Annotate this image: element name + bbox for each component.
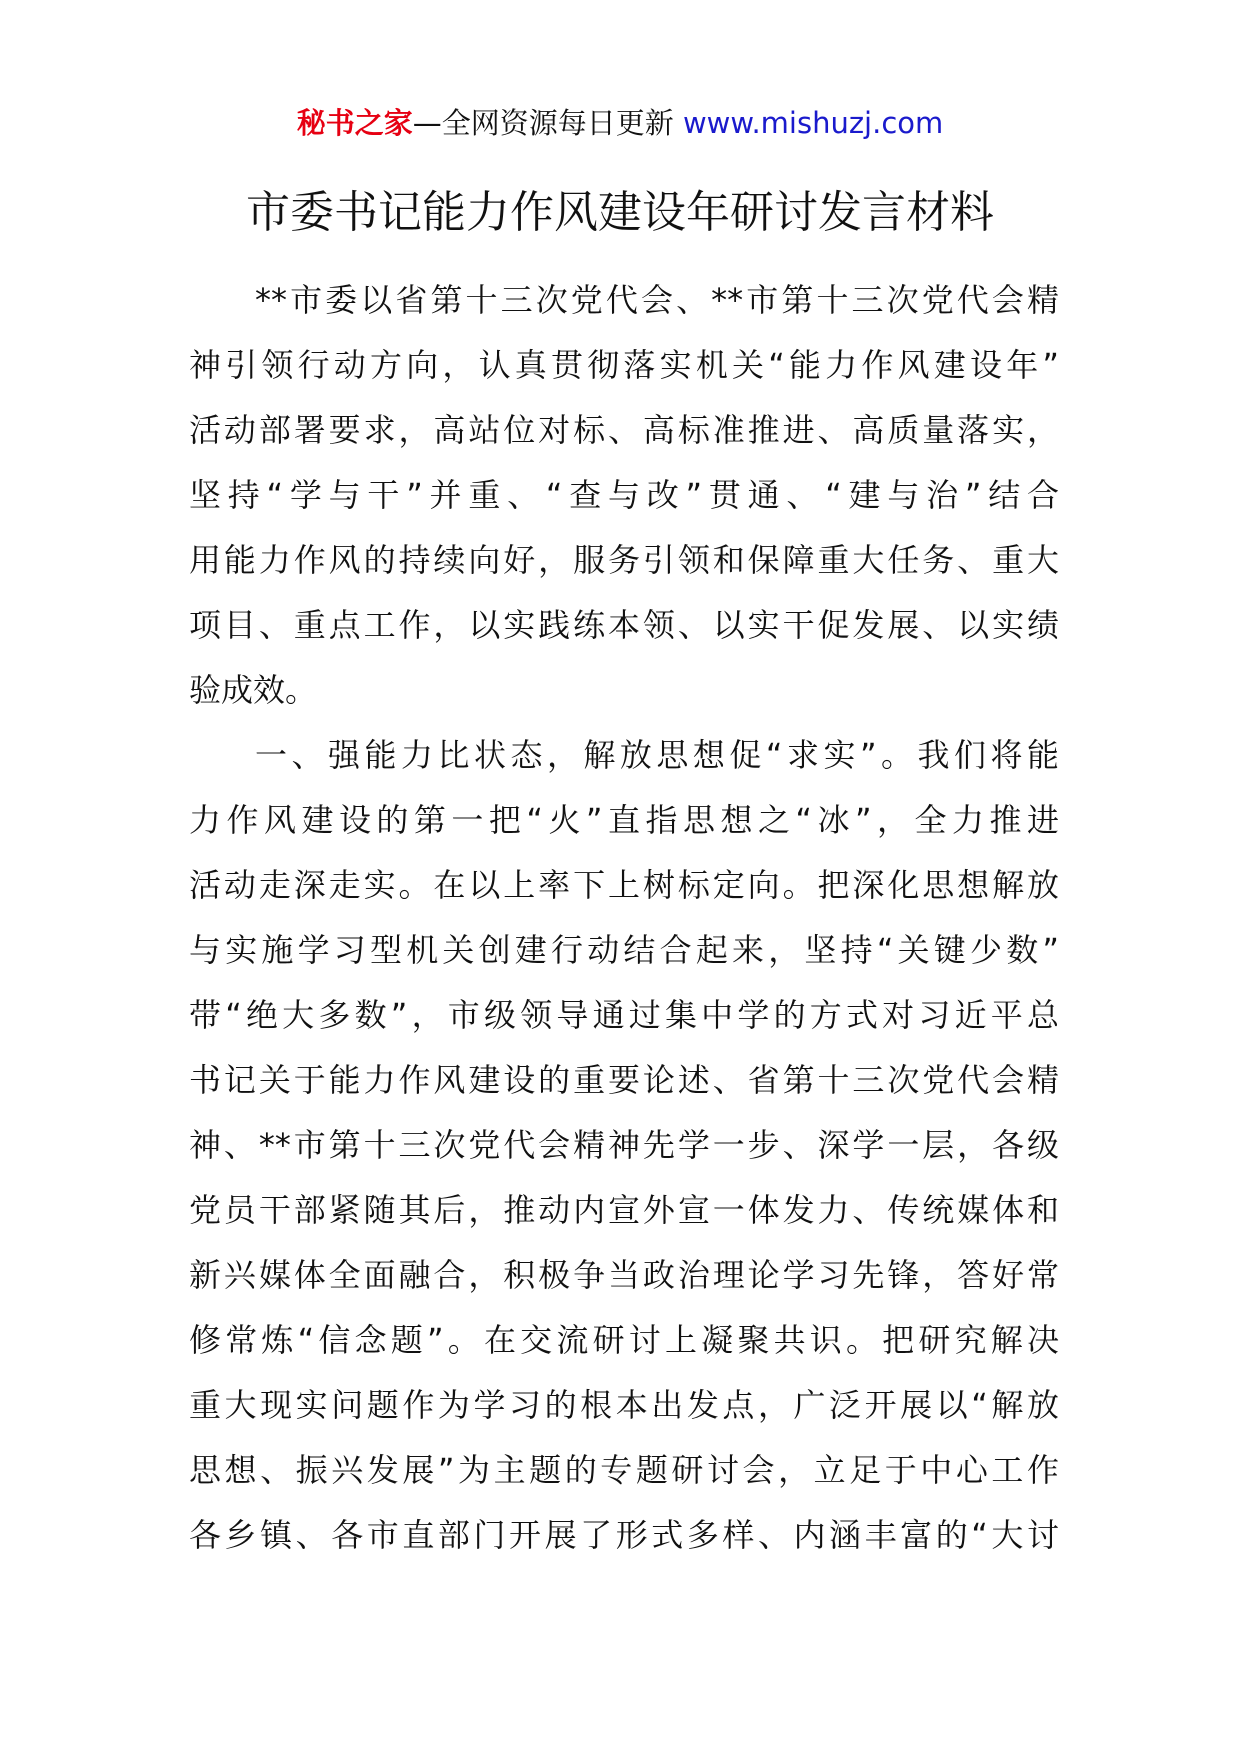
body-line: 党员干部紧随其后，推动内宣外宣一体发力、传统媒体和: [189, 1191, 1059, 1229]
body-line: 各乡镇、各市直部门开展了形式多样、内涵丰富的“大讨: [189, 1516, 1059, 1554]
header-tagline: —全网资源每日更新: [412, 106, 674, 140]
body-line: 修常炼“信念题”。在交流研讨上凝聚共识。把研究解决: [189, 1321, 1059, 1359]
site-header: [0, 103, 1240, 143]
brand-name: 秘书之家: [296, 106, 413, 140]
body-line: 验成效。: [189, 671, 318, 709]
body-line: 用能力作风的持续向好，服务引领和保障重大任务、重大: [189, 541, 1059, 579]
body-line: **市委以省第十三次党代会、**市第十三次党代会精: [255, 281, 1059, 319]
body-line: 活动部署要求，高站位对标、高标准推进、高质量落实，: [189, 411, 1059, 449]
site-url-link[interactable]: www.mishuzj.com: [682, 106, 944, 140]
body-line: 带“绝大多数”，市级领导通过集中学的方式对习近平总: [189, 996, 1059, 1034]
body-line: 一、强能力比状态，解放思想促“求实”。我们将能: [255, 736, 1059, 774]
document-title: 市委书记能力作风建设年研讨发言材料: [246, 187, 994, 238]
body-line: 项目、重点工作，以实践练本领、以实干促发展、以实绩: [189, 606, 1059, 644]
body-line: 书记关于能力作风建设的重要论述、省第十三次党代会精: [189, 1061, 1059, 1099]
body-line: 重大现实问题作为学习的根本出发点，广泛开展以“解放: [189, 1386, 1059, 1424]
body-line: 与实施学习型机关创建行动结合起来，坚持“关键少数”: [189, 931, 1059, 969]
body-line: 力作风建设的第一把“火”直指思想之“冰”，全力推进: [189, 801, 1059, 839]
body-line: 思想、振兴发展”为主题的专题研讨会，立足于中心工作: [189, 1451, 1059, 1489]
document-body: [189, 268, 1059, 1568]
body-line: 活动走深走实。在以上率下上树标定向。把深化思想解放: [189, 866, 1059, 904]
body-line: 神引领行动方向，认真贯彻落实机关“能力作风建设年”: [189, 346, 1059, 384]
body-line: 神、**市第十三次党代会精神先学一步、深学一层，各级: [189, 1126, 1059, 1164]
body-line: 坚持“学与干”并重、“查与改”贯通、“建与治”结合: [189, 476, 1059, 514]
body-line: 新兴媒体全面融合，积极争当政治理论学习先锋，答好常: [189, 1256, 1059, 1294]
